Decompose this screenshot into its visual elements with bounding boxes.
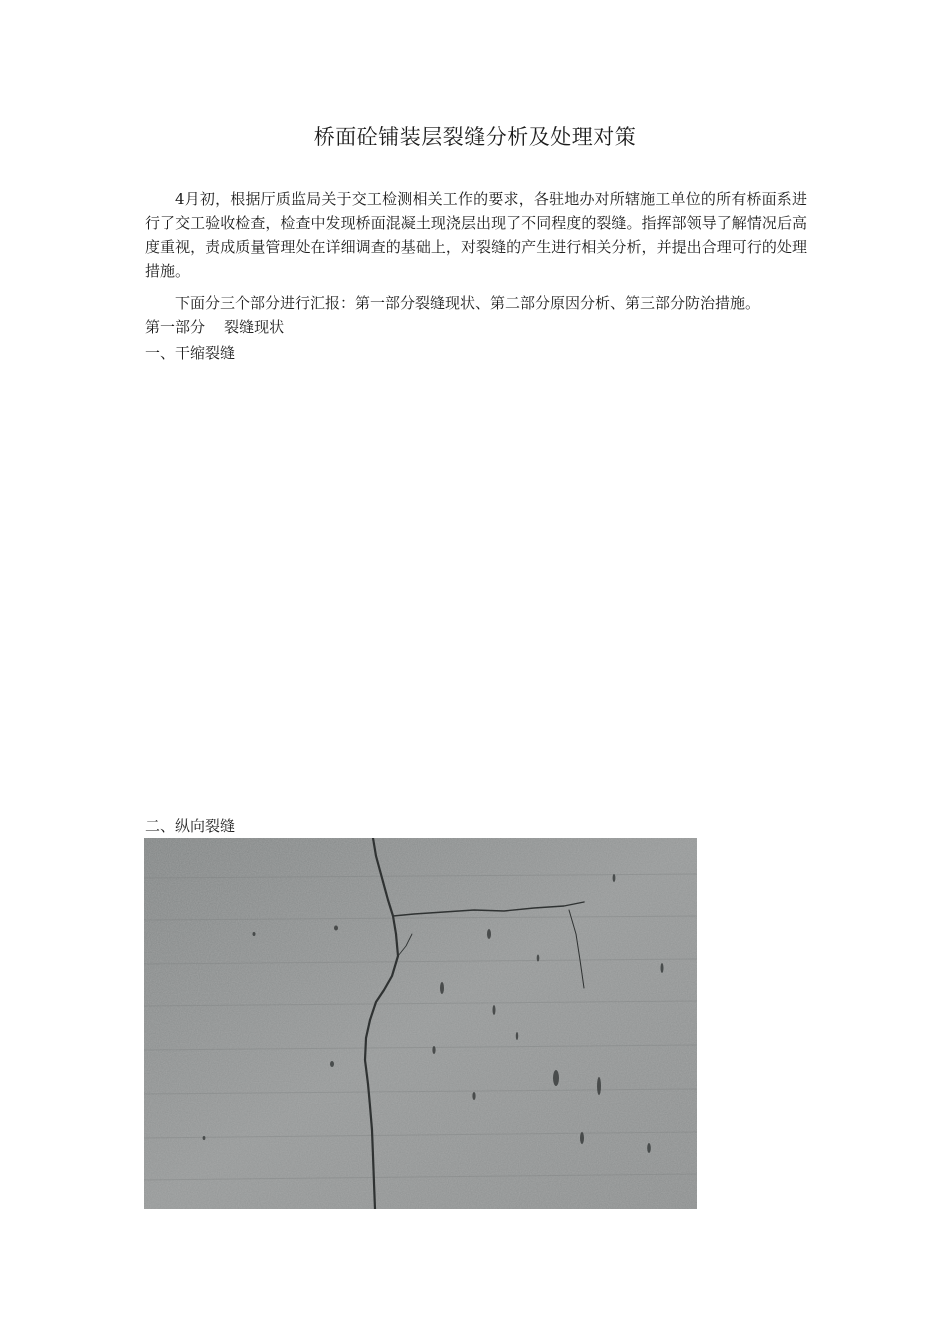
part-one-heading: 第一部分 裂缝现状 xyxy=(145,318,285,336)
intro-paragraph: 4月初，根据厅质监局关于交工检测相关工作的要求，各驻地办对所辖施工单位的所有桥面系进行了交工验收检查，检查中发现桥面混凝土现浇层出现了不同程度的裂缝。指挥部领导了解情况后高度重视，责成质量管理处在详细调查的基础上，对裂缝的产生进行相关分析，并提出合理可行的处理措施。 xyxy=(145,190,807,280)
section-dry-shrinkage-heading: 一、干缩裂缝 xyxy=(145,344,236,362)
outline-paragraph: 下面分三个部分进行汇报：第一部分裂缝现状、第二部分原因分析、第三部分防治措施。 xyxy=(175,294,761,312)
section-longitudinal-heading: 二、纵向裂缝 xyxy=(145,817,236,835)
longitudinal-crack-photo xyxy=(144,838,697,1209)
page-title: 桥面砼铺装层裂缝分析及处理对策 xyxy=(313,125,637,149)
